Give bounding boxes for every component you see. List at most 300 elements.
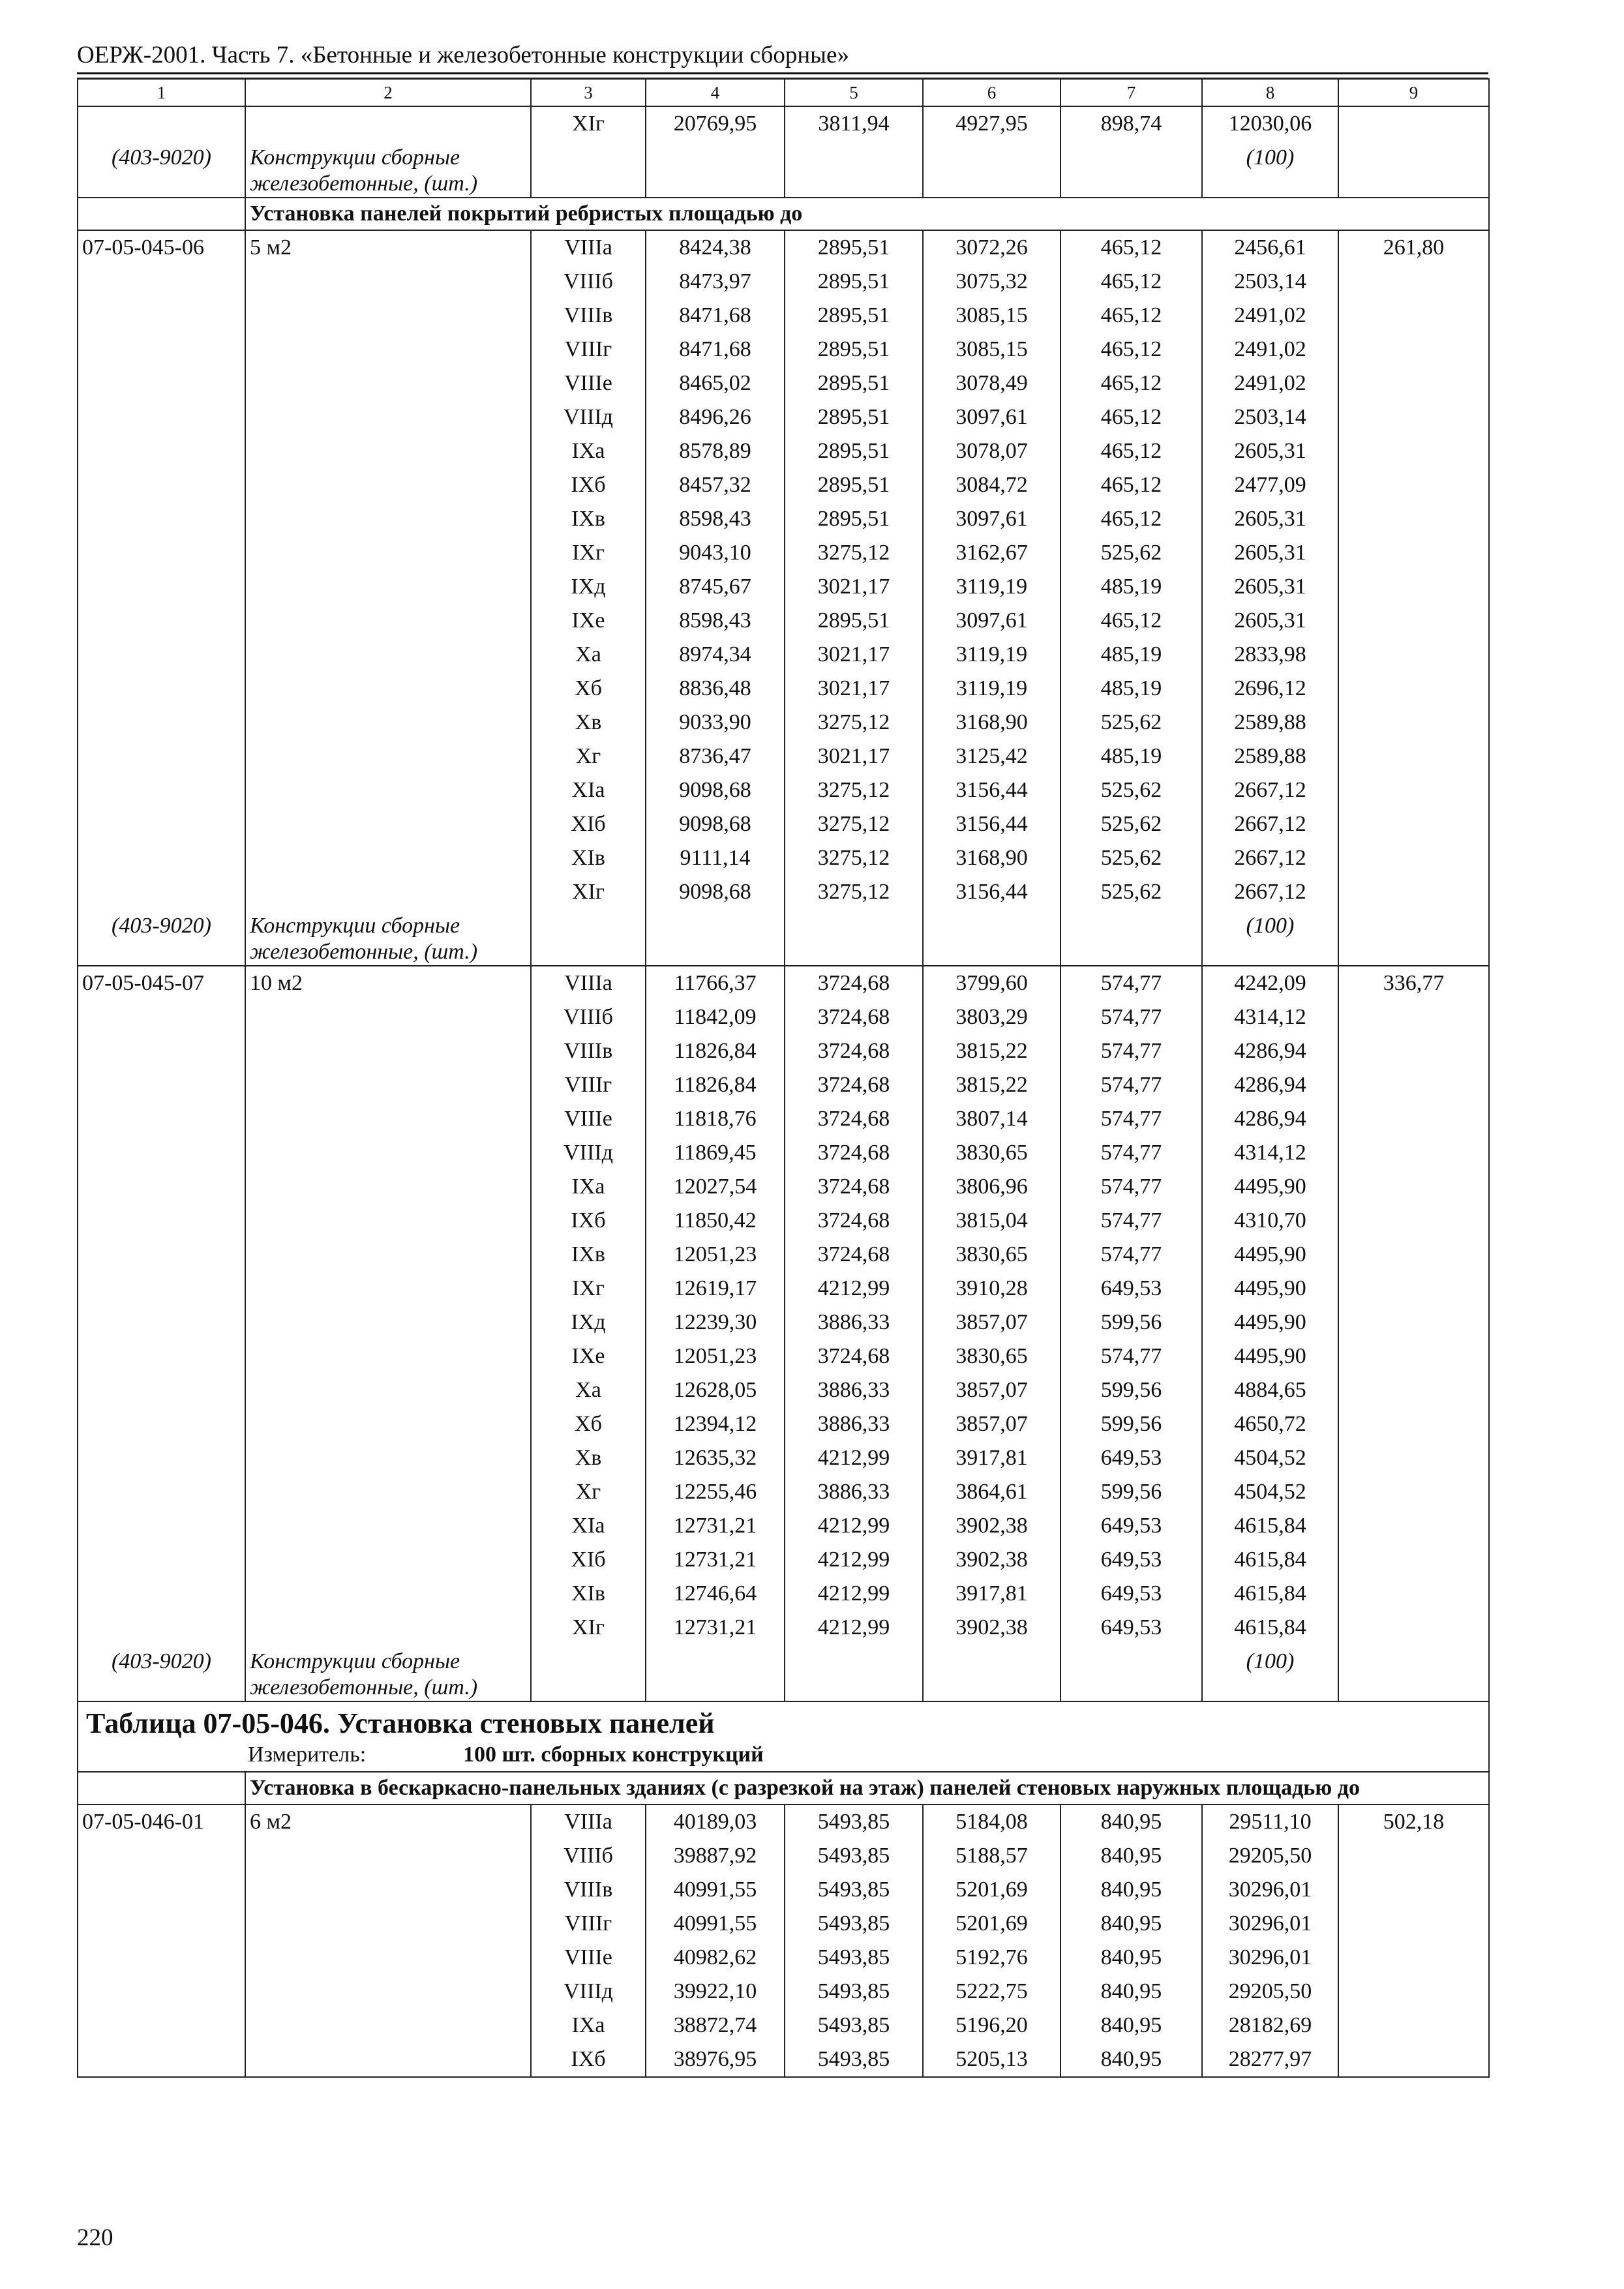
direct-cost: 11818,76	[646, 1102, 785, 1136]
machine-cost: 3857,07	[923, 1407, 1060, 1441]
rate-code	[78, 1941, 245, 1975]
wages: 2895,51	[785, 333, 923, 367]
labor-hours	[1338, 706, 1489, 740]
item-description	[245, 875, 531, 909]
item-description	[245, 502, 531, 536]
item-description	[245, 1441, 531, 1475]
item-description	[245, 1975, 531, 2009]
table-row	[78, 1136, 1489, 1170]
materials-cost: 2667,12	[1202, 875, 1338, 909]
machinist-wages: 840,95	[1060, 1941, 1202, 1975]
rate-code	[78, 1543, 245, 1577]
table-title: Таблица 07-05-046. Установка стеновых панелей	[86, 1707, 715, 1739]
machinist-wages: 599,56	[1060, 1407, 1202, 1441]
machine-cost: 3803,29	[923, 1000, 1060, 1034]
wages: 3275,12	[785, 706, 923, 740]
machine-cost: 3917,81	[923, 1441, 1060, 1475]
table-row	[78, 1373, 1489, 1407]
wages: 3021,17	[785, 638, 923, 672]
machinist-wages: 465,12	[1060, 468, 1202, 502]
materials-cost: 2605,31	[1202, 604, 1338, 638]
direct-cost: 8836,48	[646, 672, 785, 706]
materials-cost: 2491,02	[1202, 299, 1338, 333]
rates-table	[77, 78, 1490, 2078]
materials-cost: 29511,10	[1202, 1804, 1338, 1839]
rate-code	[78, 841, 245, 875]
labor-hours	[1338, 807, 1489, 841]
wages: 3724,68	[785, 1102, 923, 1136]
machine-cost: 3830,65	[923, 1238, 1060, 1272]
item-description	[245, 1611, 531, 1645]
labor-hours	[1338, 909, 1489, 966]
labor-hours	[1338, 106, 1489, 141]
page-header: ОЕРЖ-2001. Часть 7. «Бетонные и железобетонные конструкции сборные»	[77, 42, 849, 68]
direct-cost: 38976,95	[646, 2042, 785, 2077]
materials-cost: 4286,94	[1202, 1034, 1338, 1068]
wages: 3021,17	[785, 740, 923, 773]
machinist-wages	[1060, 909, 1202, 966]
materials-cost: 4314,12	[1202, 1000, 1338, 1034]
rate-code	[78, 434, 245, 468]
direct-cost: 12628,05	[646, 1373, 785, 1407]
table-row	[78, 1170, 1489, 1204]
materials-cost: 4310,70	[1202, 1204, 1338, 1238]
labor-hours	[1338, 1645, 1489, 1701]
rate-code	[78, 1068, 245, 1102]
direct-cost: 8471,68	[646, 333, 785, 367]
machine-cost: 3078,49	[923, 367, 1060, 400]
wages: 4212,99	[785, 1272, 923, 1306]
machinist-wages: 599,56	[1060, 1475, 1202, 1509]
materials-cost: 4495,90	[1202, 1306, 1338, 1339]
machine-cost: 3119,19	[923, 672, 1060, 706]
wages	[785, 1645, 923, 1701]
machinist-wages: 465,12	[1060, 367, 1202, 400]
labor-hours	[1338, 1339, 1489, 1373]
labor-hours	[1338, 1306, 1489, 1339]
labor-hours	[1338, 1272, 1489, 1306]
materials-cost: 4495,90	[1202, 1238, 1338, 1272]
item-description	[245, 672, 531, 706]
item-description	[245, 106, 531, 141]
zone-code: XIг	[531, 1611, 646, 1645]
table-row	[78, 1441, 1489, 1475]
wages: 3724,68	[785, 966, 923, 1000]
materials-cost: 4615,84	[1202, 1509, 1338, 1543]
labor-hours	[1338, 2042, 1489, 2077]
machine-cost: 3799,60	[923, 966, 1060, 1000]
item-description	[245, 367, 531, 400]
machinist-wages	[1060, 141, 1202, 198]
labor-hours	[1338, 434, 1489, 468]
machinist-wages: 485,19	[1060, 570, 1202, 604]
table-row	[78, 1068, 1489, 1102]
wages: 3886,33	[785, 1306, 923, 1339]
wages: 3886,33	[785, 1373, 923, 1407]
table-row	[78, 740, 1489, 773]
machinist-wages: 840,95	[1060, 2009, 1202, 2042]
zone-code: XIв	[531, 1577, 646, 1611]
table-row	[78, 1804, 1489, 1839]
rate-code: (403-9020)	[78, 141, 245, 198]
machinist-wages	[1060, 1645, 1202, 1701]
zone-code: IXб	[531, 468, 646, 502]
zone-code: IXв	[531, 502, 646, 536]
machine-cost: 3902,38	[923, 1509, 1060, 1543]
direct-cost: 8598,43	[646, 604, 785, 638]
direct-cost: 8424,38	[646, 230, 785, 265]
rate-code	[78, 1306, 245, 1339]
rate-code	[78, 1238, 245, 1272]
direct-cost: 12619,17	[646, 1272, 785, 1306]
machinist-wages: 840,95	[1060, 1975, 1202, 2009]
machine-cost: 3097,61	[923, 502, 1060, 536]
labor-hours	[1338, 1000, 1489, 1034]
table-body	[78, 79, 1489, 2077]
rate-code	[78, 672, 245, 706]
machinist-wages: 574,77	[1060, 1068, 1202, 1102]
wages: 5493,85	[785, 1804, 923, 1839]
labor-hours	[1338, 468, 1489, 502]
wages: 3724,68	[785, 1034, 923, 1068]
item-description	[245, 1102, 531, 1136]
item-description	[245, 333, 531, 367]
machinist-wages: 465,12	[1060, 265, 1202, 299]
item-description	[245, 1373, 531, 1407]
machine-cost: 3902,38	[923, 1543, 1060, 1577]
table-row	[78, 1611, 1489, 1645]
materials-cost: 28277,97	[1202, 2042, 1338, 2077]
machinist-wages: 525,62	[1060, 807, 1202, 841]
direct-cost: 8578,89	[646, 434, 785, 468]
direct-cost: 9098,68	[646, 807, 785, 841]
rate-code	[78, 1034, 245, 1068]
machine-cost: 3830,65	[923, 1339, 1060, 1373]
wages: 5493,85	[785, 2042, 923, 2077]
table-row	[78, 875, 1489, 909]
wages: 3724,68	[785, 1170, 923, 1204]
table-row	[78, 367, 1489, 400]
rate-code	[78, 807, 245, 841]
materials-cost: 2605,31	[1202, 434, 1338, 468]
zone-code	[531, 909, 646, 966]
table-row	[78, 1509, 1489, 1543]
machine-cost: 3075,32	[923, 265, 1060, 299]
direct-cost: 11826,84	[646, 1068, 785, 1102]
direct-cost: 40189,03	[646, 1804, 785, 1839]
materials-cost: 4495,90	[1202, 1272, 1338, 1306]
machine-cost: 5205,13	[923, 2042, 1060, 2077]
labor-hours	[1338, 875, 1489, 909]
materials-cost: 4650,72	[1202, 1407, 1338, 1441]
machinist-wages: 649,53	[1060, 1577, 1202, 1611]
labor-hours	[1338, 1839, 1489, 1873]
machinist-wages: 574,77	[1060, 1000, 1202, 1034]
table-row	[78, 1204, 1489, 1238]
rate-code	[78, 265, 245, 299]
wages: 2895,51	[785, 367, 923, 400]
machinist-wages: 465,12	[1060, 299, 1202, 333]
zone-code: XIг	[531, 875, 646, 909]
table-row	[78, 1475, 1489, 1509]
machinist-wages: 525,62	[1060, 706, 1202, 740]
wages: 3724,68	[785, 1339, 923, 1373]
wages: 3724,68	[785, 1204, 923, 1238]
materials-cost: 4314,12	[1202, 1136, 1338, 1170]
rate-code	[78, 400, 245, 434]
table-row	[78, 265, 1489, 299]
zone-code: VIIIе	[531, 1941, 646, 1975]
table-row	[78, 1941, 1489, 1975]
rate-code	[78, 536, 245, 570]
rate-code	[78, 106, 245, 141]
machinist-wages: 574,77	[1060, 1170, 1202, 1204]
labor-hours	[1338, 1407, 1489, 1441]
direct-cost: 12027,54	[646, 1170, 785, 1204]
materials-cost: 28182,69	[1202, 2009, 1338, 2042]
materials-cost: 2491,02	[1202, 333, 1338, 367]
direct-cost: 39887,92	[646, 1839, 785, 1873]
labor-hours	[1338, 570, 1489, 604]
rate-code	[78, 1577, 245, 1611]
item-description	[245, 400, 531, 434]
rate-code	[78, 1975, 245, 2009]
materials-cost: 2833,98	[1202, 638, 1338, 672]
zone-code: IXа	[531, 2009, 646, 2042]
materials-cost: 4615,84	[1202, 1611, 1338, 1645]
rate-code	[78, 1204, 245, 1238]
table-row	[78, 706, 1489, 740]
labor-hours	[1338, 1441, 1489, 1475]
zone-code: VIIIд	[531, 1975, 646, 2009]
labor-hours	[1338, 1204, 1489, 1238]
item-description	[245, 1136, 531, 1170]
machine-cost: 3078,07	[923, 434, 1060, 468]
zone-code: Xв	[531, 706, 646, 740]
table-row	[78, 1907, 1489, 1941]
table-row	[78, 1306, 1489, 1339]
item-description	[245, 1339, 531, 1373]
item-description	[245, 1238, 531, 1272]
labor-hours	[1338, 2009, 1489, 2042]
rate-code	[78, 299, 245, 333]
machine-cost: 5188,57	[923, 1839, 1060, 1873]
direct-cost: 8465,02	[646, 367, 785, 400]
wages: 4212,99	[785, 1509, 923, 1543]
machinist-wages: 574,77	[1060, 1034, 1202, 1068]
table-row	[78, 1873, 1489, 1907]
materials-cost: 4884,65	[1202, 1373, 1338, 1407]
table-row	[78, 570, 1489, 604]
machinist-wages: 574,77	[1060, 1238, 1202, 1272]
direct-cost: 11766,37	[646, 966, 785, 1000]
rate-code	[78, 1136, 245, 1170]
labor-hours	[1338, 1941, 1489, 1975]
rate-code: 07-05-045-07	[78, 966, 245, 1000]
labor-hours	[1338, 672, 1489, 706]
wages: 3021,17	[785, 570, 923, 604]
column-number: 3	[531, 79, 646, 106]
materials-cost: 4615,84	[1202, 1543, 1338, 1577]
machine-cost: 3168,90	[923, 841, 1060, 875]
rate-code	[78, 1102, 245, 1136]
rate-code	[78, 875, 245, 909]
materials-cost: 2667,12	[1202, 841, 1338, 875]
table-row	[78, 333, 1489, 367]
zone-code: IXб	[531, 2042, 646, 2077]
machine-cost: 3072,26	[923, 230, 1060, 265]
materials-cost: 2589,88	[1202, 706, 1338, 740]
machine-cost: 3807,14	[923, 1102, 1060, 1136]
zone-code: VIIIд	[531, 1136, 646, 1170]
wages: 5493,85	[785, 1873, 923, 1907]
materials-cost: 2456,61	[1202, 230, 1338, 265]
column-number: 1	[78, 79, 245, 106]
machinist-wages: 525,62	[1060, 773, 1202, 807]
table-row	[78, 1339, 1489, 1373]
zone-code	[531, 141, 646, 198]
table-row	[78, 2042, 1489, 2077]
direct-cost: 8471,68	[646, 299, 785, 333]
direct-cost: 8496,26	[646, 400, 785, 434]
direct-cost: 12255,46	[646, 1475, 785, 1509]
labor-hours	[1338, 841, 1489, 875]
wages: 5493,85	[785, 2009, 923, 2042]
zone-code: XIб	[531, 807, 646, 841]
item-description	[245, 1272, 531, 1306]
zone-code: IXг	[531, 536, 646, 570]
machine-cost: 3085,15	[923, 333, 1060, 367]
table-row	[78, 1000, 1489, 1034]
item-description	[245, 1941, 531, 1975]
direct-cost: 12051,23	[646, 1339, 785, 1373]
machinist-wages: 599,56	[1060, 1373, 1202, 1407]
wages: 2895,51	[785, 468, 923, 502]
item-description	[245, 706, 531, 740]
zone-code: VIIIг	[531, 1068, 646, 1102]
machine-cost: 3119,19	[923, 638, 1060, 672]
machinist-wages: 525,62	[1060, 841, 1202, 875]
item-description	[245, 841, 531, 875]
materials-cost: 4242,09	[1202, 966, 1338, 1000]
rate-code	[78, 502, 245, 536]
zone-code: IXд	[531, 1306, 646, 1339]
item-description	[245, 604, 531, 638]
item-description	[245, 536, 531, 570]
zone-code: IXг	[531, 1272, 646, 1306]
item-description	[245, 570, 531, 604]
wages: 3021,17	[785, 672, 923, 706]
table-row	[78, 807, 1489, 841]
direct-cost: 9098,68	[646, 773, 785, 807]
rate-code	[78, 1407, 245, 1441]
machinist-wages: 840,95	[1060, 1839, 1202, 1873]
machinist-wages: 465,12	[1060, 502, 1202, 536]
zone-code: VIIIв	[531, 1034, 646, 1068]
item-description	[245, 1407, 531, 1441]
labor-hours	[1338, 536, 1489, 570]
item-description	[245, 1577, 531, 1611]
labor-hours	[1338, 638, 1489, 672]
machine-cost: 3162,67	[923, 536, 1060, 570]
table-row	[78, 638, 1489, 672]
table-row	[78, 773, 1489, 807]
direct-cost: 8745,67	[646, 570, 785, 604]
materials-cost: 29205,50	[1202, 1839, 1338, 1873]
table-title-row	[78, 1701, 1489, 1772]
wages: 2895,51	[785, 265, 923, 299]
direct-cost	[646, 1645, 785, 1701]
machinist-wages: 649,53	[1060, 1441, 1202, 1475]
item-description	[245, 1068, 531, 1102]
wages: 4212,99	[785, 1441, 923, 1475]
machine-cost: 3085,15	[923, 299, 1060, 333]
wages: 2895,51	[785, 400, 923, 434]
machinist-wages: 649,53	[1060, 1272, 1202, 1306]
item-description	[245, 2009, 531, 2042]
column-number: 8	[1202, 79, 1338, 106]
item-description: 5 м2	[245, 230, 531, 265]
labor-hours	[1338, 1475, 1489, 1509]
materials-cost: 30296,01	[1202, 1873, 1338, 1907]
table-row	[78, 1839, 1489, 1873]
item-description	[245, 807, 531, 841]
table-title-cell	[78, 1701, 1489, 1772]
table-cell	[78, 198, 245, 230]
machine-cost: 3168,90	[923, 706, 1060, 740]
table-row	[78, 1407, 1489, 1441]
table-row	[78, 1543, 1489, 1577]
rate-code	[78, 604, 245, 638]
rate-code	[78, 1475, 245, 1509]
machine-cost: 3084,72	[923, 468, 1060, 502]
zone-code: VIIIв	[531, 299, 646, 333]
table-row	[78, 672, 1489, 706]
zone-code: XIб	[531, 1543, 646, 1577]
labor-hours	[1338, 1907, 1489, 1941]
machine-cost: 3119,19	[923, 570, 1060, 604]
direct-cost: 12239,30	[646, 1306, 785, 1339]
rate-code	[78, 1873, 245, 1907]
table-row	[78, 536, 1489, 570]
item-description: Конструкции сборные железобетонные, (шт.)	[245, 141, 531, 198]
labor-hours	[1338, 141, 1489, 198]
zone-code: VIIIе	[531, 1102, 646, 1136]
zone-code: Xб	[531, 672, 646, 706]
labor-hours	[1338, 1102, 1489, 1136]
direct-cost: 8457,32	[646, 468, 785, 502]
materials-cost: 29205,50	[1202, 1975, 1338, 2009]
item-description	[245, 1509, 531, 1543]
rate-code	[78, 2042, 245, 2077]
wages: 3275,12	[785, 875, 923, 909]
materials-cost: (100)	[1202, 141, 1338, 198]
item-description: 6 м2	[245, 1804, 531, 1839]
labor-hours	[1338, 1373, 1489, 1407]
direct-cost: 20769,95	[646, 106, 785, 141]
table-row	[78, 1102, 1489, 1136]
section-heading-row	[78, 198, 1489, 230]
direct-cost: 12051,23	[646, 1238, 785, 1272]
machine-cost: 5201,69	[923, 1873, 1060, 1907]
table-row	[78, 1272, 1489, 1306]
rate-code	[78, 773, 245, 807]
wages: 3275,12	[785, 536, 923, 570]
column-number: 2	[245, 79, 531, 106]
wages: 5493,85	[785, 1941, 923, 1975]
zone-code: IXе	[531, 604, 646, 638]
zone-code: IXб	[531, 1204, 646, 1238]
